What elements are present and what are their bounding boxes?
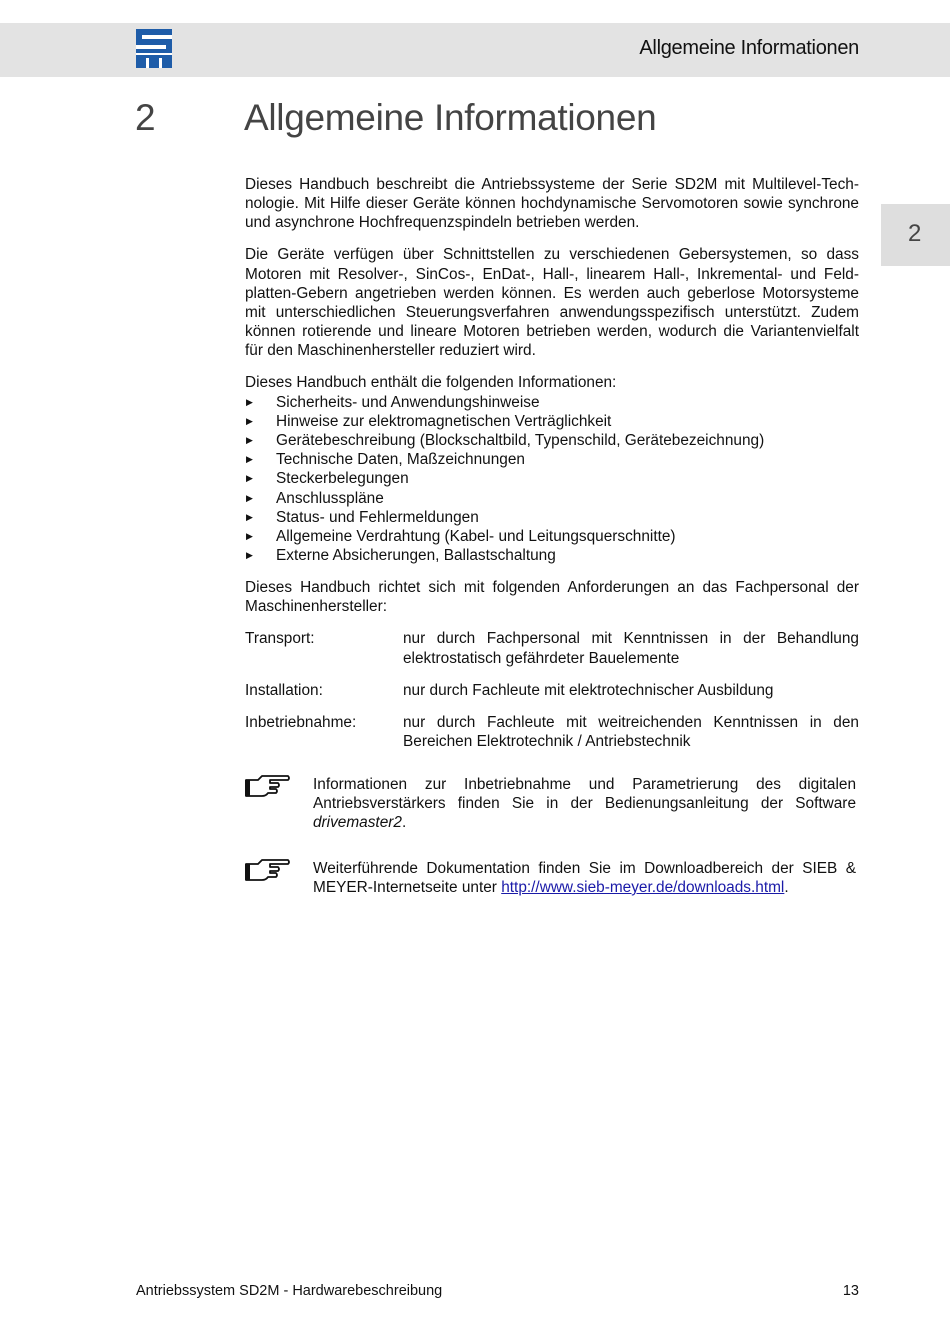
list-item: ▶ Status- und Fehlermeldungen — [246, 508, 479, 526]
main-content — [245, 175, 859, 923]
requirement-text: nur durch Fachleute mit weitreichenden Kenntnissen in den Bereichen Elektrotechnik / Antriebstechnik — [403, 713, 859, 750]
list-intro: Dieses Handbuch enthält die folgenden Informationen: — [245, 374, 617, 392]
bullet-triangle-icon: ▶ — [246, 435, 253, 446]
requirement-row-commissioning — [245, 713, 859, 751]
bullet-triangle-icon: ▶ — [246, 454, 253, 465]
sieb-meyer-logo — [136, 29, 172, 68]
chapter-side-tab — [881, 204, 950, 266]
encoder-paragraph: Die Geräte verfügen über Schnittstellen zu verschiedenen Gebersystemen, so dass Motoren mit Resolver-, SinCos-, EnDat-, Hall-, linearem Hall-, Inkremental- und Feldplatten-Gebern angetrieben werden können. Es werden auch geberlose Motorsysteme mit unterschiedlichen Steuerungsverfahren anwendungsspezifisch unterstützt. Zudem können rotierende und lineare Motoren betrieben werden, wodurch die Variantenvielfalt für den Maschinenhersteller reduziert wird. — [245, 246, 859, 360]
requirement-label: Inbetriebnahme: — [245, 713, 357, 731]
list-item: ▶ Gerätebeschreibung (Blockschaltbild, Typenschild, Gerätebezeichnung) — [246, 432, 765, 450]
intro-paragraph: Dieses Handbuch beschreibt die Antriebssysteme der Serie SD2M mit Multilevel-Technologie. Mit Hilfe dieser Geräte können hochdynamische Servomotoren sowie synchrone und asynchrone Hochfrequenzspindeln betrieben werden. — [245, 176, 859, 232]
chapter-number: 2 — [135, 97, 156, 138]
bullet-triangle-icon: ▶ — [246, 492, 253, 503]
list-item: ▶ Anschlusspläne — [246, 489, 384, 507]
pointing-hand-icon — [244, 772, 290, 799]
download-link[interactable]: http://www.sieb-meyer.de/downloads.html — [501, 878, 785, 896]
requirement-row-installation — [245, 681, 859, 700]
bullet-triangle-icon: ▶ — [246, 550, 253, 561]
bullet-triangle-icon: ▶ — [246, 531, 253, 542]
requirements-intro: Dieses Handbuch richtet sich mit folgenden Anforderungen an das Fachpersonal der Maschinenhersteller: — [245, 579, 859, 616]
list-item: ▶ Steckerbelegungen — [246, 470, 409, 488]
bullet-triangle-icon: ▶ — [246, 473, 253, 484]
list-item: ▶ Externe Absicherungen, Ballastschaltung — [246, 547, 556, 565]
chapter-side-tab-label: 2 — [908, 220, 922, 247]
requirement-text: nur durch Fachleute mit elektrotechnischer Ausbildung — [403, 681, 774, 699]
footer-doc-title: Antriebssystem SD2M - Hardwarebeschreibung — [136, 1283, 443, 1299]
header-title: Allgemeine Informationen — [639, 37, 859, 59]
note-downloads: Weiterführende Dokumentation finden Sie im Downloadbereich der SIEB & MEYER-Internetseite unter http://www.sieb-meyer.de/downloads.html. — [245, 859, 859, 897]
chapter-title: Allgemeine Informationen — [244, 97, 657, 138]
requirement-label: Installation: — [245, 681, 323, 699]
requirement-text: nur durch Fachpersonal mit Kenntnissen in der Behandlung elektrostatisch gefährdeter Bauelemente — [403, 630, 859, 667]
requirement-row-transport — [245, 629, 859, 667]
list-item: ▶ Hinweise zur elektromagnetischen Verträglichkeit — [246, 412, 612, 430]
note-text: Informationen zur Inbetriebnahme und Parametrierung des digitalen Antriebsverstärkers finden Sie in der Bedienungsanleitung der Software — [313, 776, 856, 813]
bullet-triangle-icon: ▶ — [246, 511, 253, 522]
requirement-label: Transport: — [245, 630, 315, 648]
list-item: ▶ Sicherheits- und Anwendungshinweise — [246, 393, 540, 411]
bullet-triangle-icon: ▶ — [246, 396, 253, 407]
note-text: Weiterführende Dokumentation finden Sie im Downloadbereich der SIEB & MEYER-Internetseite unter — [313, 859, 856, 896]
software-name: drivemaster2 — [313, 814, 402, 832]
bullet-triangle-icon: ▶ — [246, 415, 253, 426]
list-item: ▶ Technische Daten, Maßzeichnungen — [246, 451, 525, 469]
footer-page-number: 13 — [842, 1283, 859, 1299]
note-software: Informationen zur Inbetriebnahme und Parametrierung des digitalen Antriebsverstärkers finden Sie in der Bedienungsanleitung der Software drivemaster2. — [245, 775, 859, 833]
contents-list — [245, 393, 859, 566]
list-item: ▶ Allgemeine Verdrahtung (Kabel- und Leitungsquerschnitte) — [246, 528, 676, 546]
pointing-hand-icon — [244, 856, 290, 883]
